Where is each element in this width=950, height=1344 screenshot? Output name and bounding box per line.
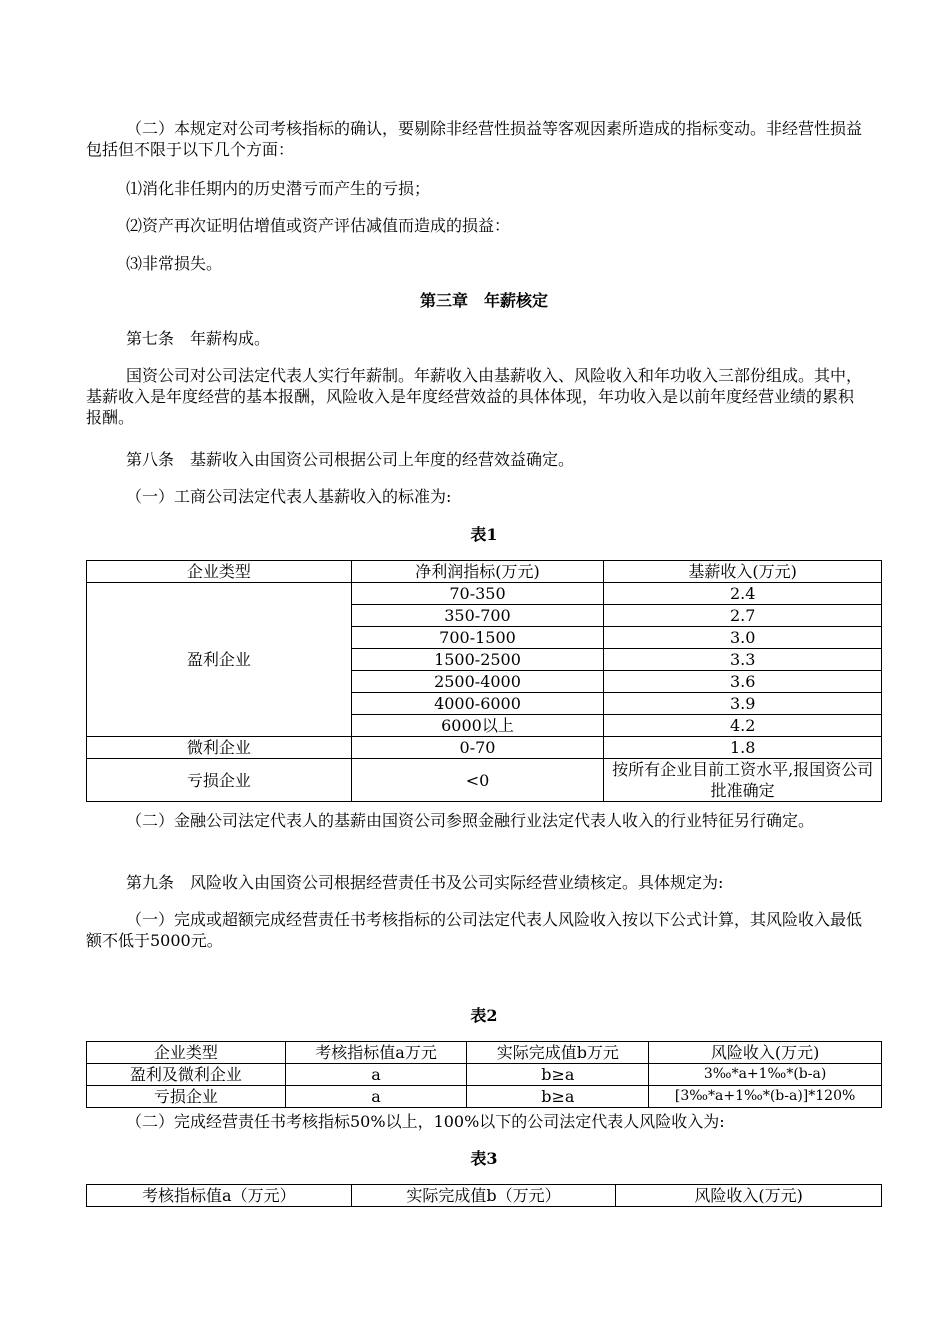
table-cell: 2500-4000 — [351, 671, 604, 693]
table-header: 净利润指标(万元) — [351, 561, 604, 583]
table-row — [87, 1064, 882, 1086]
article-9: 第九条 风险收入由国资公司根据经营责任书及公司实际经营业绩核定。具体规定为: — [126, 873, 724, 892]
table-cell: 3.9 — [604, 693, 882, 715]
table-row — [87, 1086, 882, 1108]
table-cell: b≥a — [467, 1064, 649, 1086]
table-cell: 亏损企业 — [87, 1086, 286, 1108]
table-cell: 700-1500 — [351, 627, 604, 649]
table-row — [87, 583, 882, 605]
table-cell: 按所有企业目前工资水平,报国资公司批准确定 — [604, 759, 882, 802]
table-cell: 2.4 — [604, 583, 882, 605]
table-cell: 4.2 — [604, 715, 882, 737]
table-cell: 盈利及微利企业 — [87, 1064, 286, 1086]
table-row — [87, 737, 882, 759]
table2-title: 表2 — [470, 1006, 498, 1025]
table-cell: 4000-6000 — [351, 693, 604, 715]
list-item-3: ⑶非常损失。 — [126, 254, 223, 273]
table-cell: 3.6 — [604, 671, 882, 693]
table-cell: 1500-2500 — [351, 649, 604, 671]
table-cell: a — [285, 1086, 467, 1108]
table-header: 基薪收入(万元) — [604, 561, 882, 583]
table-cell: 3‰*a+1‰*(b-a) — [649, 1064, 882, 1086]
table-header: 实际完成值b万元 — [467, 1042, 649, 1064]
table-cell: a — [285, 1064, 467, 1086]
list-item-2: ⑵资产再次证明估增值或资产评估减值而造成的损益： — [126, 216, 511, 235]
table-cell: 3.3 — [604, 649, 882, 671]
table-header: 企业类型 — [87, 1042, 286, 1064]
table2 — [86, 1041, 882, 1108]
list-item-1: ⑴消化非任期内的历史潜亏而产生的亏损； — [126, 179, 431, 198]
table3-title: 表3 — [470, 1149, 498, 1168]
article-8: 第八条 基薪收入由国资公司根据公司上年度的经营效益确定。 — [126, 450, 575, 469]
table-header: 风险收入(万元) — [616, 1185, 882, 1207]
table-cell: 350-700 — [351, 605, 604, 627]
table-header: 风险收入(万元) — [649, 1042, 882, 1064]
paragraph-finance-salary: （二）金融公司法定代表人的基薪由国资公司参照金融行业法定代表人收入的行业特征另行确定。 — [126, 811, 815, 830]
table-cell: [3‰*a+1‰*(b-a)]*120% — [649, 1086, 882, 1108]
table-header-row — [87, 561, 882, 583]
table-header: 企业类型 — [87, 561, 352, 583]
table-cell: 3.0 — [604, 627, 882, 649]
paragraph-salary-structure: 国资公司对公司法定代表人实行年薪制。年薪收入由基薪收入、风险收入和年功收入三部份组成。其中，基薪收入是年度经营的基本报酬，风险收入是年度经营效益的具体体现，年功收入是以前年度经营业绩的累积报酬。 — [86, 366, 863, 427]
table-header: 实际完成值b（万元） — [351, 1185, 616, 1207]
table-cell: 2.7 — [604, 605, 882, 627]
paragraph-partial-completion: （二）完成经营责任书考核指标50%以上，100%以下的公司法定代表人风险收入为: — [126, 1112, 725, 1131]
paragraph-exclusions: （二）本规定对公司考核指标的确认，要剔除非经营性损益等客观因素所造成的指标变动。非经营性损益包括但不限于以下几个方面： — [86, 119, 863, 159]
table1 — [86, 560, 882, 802]
table-cell: 70-350 — [351, 583, 604, 605]
table-cell: <0 — [351, 759, 604, 802]
paragraph-risk-formula: （一）完成或超额完成经营责任书考核指标的公司法定代表人风险收入按以下公式计算，其风险收入最低额不低于5000元。 — [86, 910, 863, 950]
table-cell: 亏损企业 — [87, 759, 352, 802]
table-header-row — [87, 1042, 882, 1064]
table-cell: 0-70 — [351, 737, 604, 759]
table1-title: 表1 — [470, 525, 498, 544]
table-cell: 6000以上 — [351, 715, 604, 737]
table-cell: 1.8 — [604, 737, 882, 759]
table-cell: 盈利企业 — [87, 583, 352, 737]
chapter-heading: 第三章 年薪核定 — [419, 291, 548, 310]
table-header: 考核指标值a万元 — [285, 1042, 467, 1064]
table-header: 考核指标值a（万元） — [87, 1185, 352, 1207]
table-cell: 微利企业 — [87, 737, 352, 759]
table3 — [86, 1184, 882, 1207]
table-cell: b≥a — [467, 1086, 649, 1108]
article-7: 第七条 年薪构成。 — [126, 329, 271, 348]
paragraph-base-salary: （一）工商公司法定代表人基薪收入的标准为: — [126, 487, 452, 506]
table-row — [87, 759, 882, 802]
table-header-row — [87, 1185, 882, 1207]
